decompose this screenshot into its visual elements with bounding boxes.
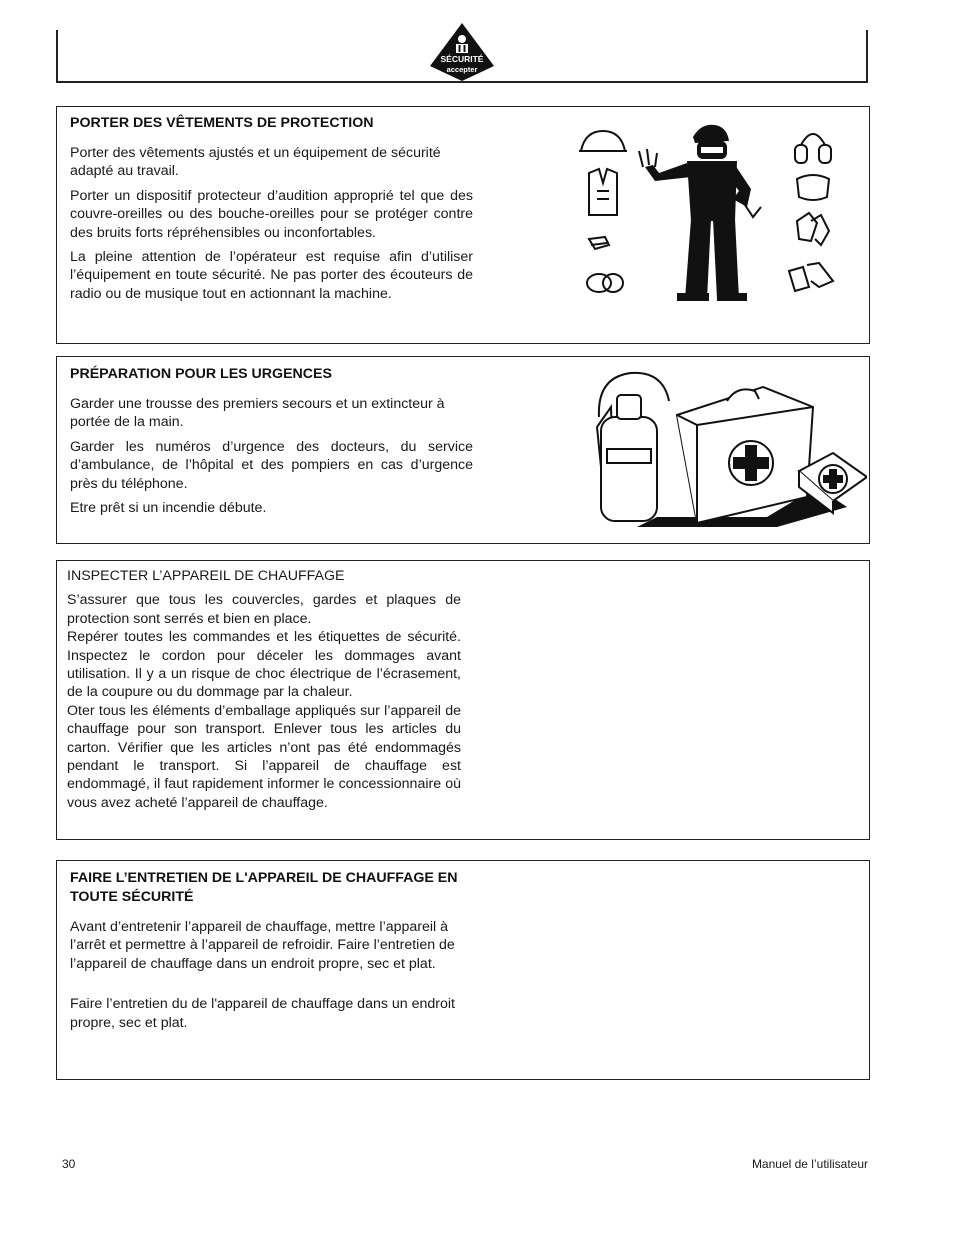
section-paragraph: La pleine attention de l’opérateur est requise afin d’utiliser l’équipement en toute sécurité. Ne pas porter des écouteurs de radio ou de musique tout en actionnant la machine.	[70, 249, 473, 302]
section-title: PORTER DES VÊTEMENTS DE PROTECTION	[70, 115, 374, 131]
section-paragraph: Garder une trousse des premiers secours et un extincteur à portée de la main.	[70, 396, 445, 431]
section-safe-maintenance	[56, 860, 870, 1080]
protective-equipment-illustration	[575, 121, 855, 307]
section-paragraph: Garder les numéros d’urgence des docteurs, du service d’ambulance, de l’hôpital et des pompiers en cas d’urgence près du téléphone.	[70, 438, 473, 492]
section-paragraph: S’assurer que tous les couvercles, gardes et plaques de protection sont serrés et bien en place.	[67, 592, 461, 627]
first-aid-extinguisher-illustration	[577, 367, 867, 527]
section-paragraph: Repérer toutes les commandes et les étiquettes de sécurité. Inspectez le cordon pour déceler les dommages avant utilisation. Il y a un risque de choc électrique de l’écrasement, de la coupure ou du dommage par la chaleur.	[67, 629, 461, 701]
section-paragraph: Oter tous les éléments d’emballage appliqués sur l’appareil de chauffage pour son transport. Enlever tous les articles du carton. Vérifier que les articles n’ont pas été endommagés pendant le transport. Si l’appareil de chauffage est endommagé, il faut rapidement informer le concessionnaire où vous avez acheté l’appareil de chauffage.	[67, 702, 461, 811]
section-emergency-preparation	[56, 356, 870, 544]
section-paragraph: Porter un dispositif protecteur d’audition approprié tel que des couvre-oreilles ou des bouche-oreilles pour se protéger contre des bruits forts répréhensibles ou inconfortables.	[70, 187, 473, 241]
safety-badge-text: SÉCURITÉ	[440, 54, 484, 64]
section-paragraph: Etre prêt si un incendie débute.	[70, 500, 267, 517]
section-paragraph: Faire l’entretien du de l'appareil de chauffage dans un endroit propre, sec et plat.	[70, 996, 455, 1031]
safety-alert-icon	[428, 22, 496, 82]
section-title: FAIRE L’ENTRETIEN DE L'APPAREIL DE CHAUFFAGE EN TOUTE SÉCURITÉ	[70, 870, 458, 905]
manual-title: Manuel de l’utilisateur	[751, 1157, 868, 1171]
section-inspect-heater	[56, 560, 870, 840]
section-title: PRÉPARATION POUR LES URGENCES	[70, 366, 332, 382]
section-paragraph: Porter des vêtements ajustés et un équipement de sécurité adapté au travail.	[70, 145, 441, 180]
section-protective-clothing	[56, 106, 870, 344]
section-title: INSPECTER L’APPAREIL DE CHAUFFAGE	[67, 568, 345, 584]
safety-badge-subtext: accepter	[446, 65, 478, 74]
page-number: 30	[62, 1157, 76, 1171]
section-paragraph: Avant d’entretenir l’appareil de chauffage, mettre l’appareil à l’arrêt et permettre à l’appareil de refroidir. Faire l’entretien de l’appareil de chauffage dans un endroit propre, sec et plat.	[70, 919, 455, 972]
